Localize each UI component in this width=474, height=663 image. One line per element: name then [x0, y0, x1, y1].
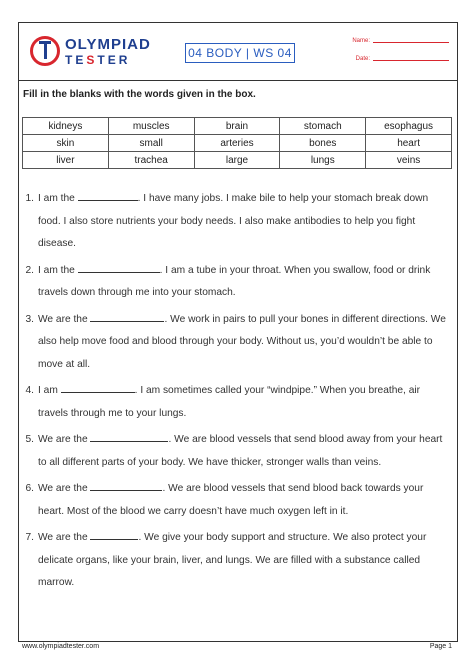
word-cell: skin — [23, 135, 109, 152]
word-box-table — [22, 117, 452, 169]
question-item — [20, 380, 450, 425]
worksheet-title: 04 BODY | WS 04 — [185, 43, 295, 63]
word-cell: heart — [366, 135, 452, 152]
question-text-after: . We work in pairs to pull your bones in different directions. We also help move food and blood through your body. Without us, you’d wouldn’t be able to move at all. — [38, 313, 446, 370]
question-item — [20, 478, 450, 523]
question-item — [20, 188, 450, 256]
question-item — [20, 309, 450, 377]
date-label: Date: — [355, 56, 370, 62]
word-box-row — [23, 135, 452, 152]
question-text-after: . We are blood vessels that send blood away from your heart to all different parts of your body. We have thicker, stronger walls than veins. — [38, 434, 443, 468]
word-cell: veins — [366, 152, 452, 169]
word-cell: lungs — [280, 152, 366, 169]
question-text-before: I am — [38, 385, 61, 396]
question-text-before: We are the — [38, 532, 91, 543]
question-list — [20, 188, 450, 599]
answer-blank[interactable] — [90, 312, 164, 322]
logo-text-tester: TESTER — [65, 53, 131, 67]
answer-blank[interactable] — [61, 383, 135, 393]
word-cell: large — [194, 152, 280, 169]
question-text-before: I am the — [38, 193, 78, 204]
date-field[interactable] — [324, 56, 454, 62]
name-field[interactable] — [324, 38, 454, 44]
logo-text-olympiad: OLYMPIAD — [65, 36, 151, 53]
word-cell: stomach — [280, 118, 366, 135]
question-text-after: . We are blood vessels that send blood back towards your heart. Most of the blood we carry doesn’t have much oxygen left in it. — [38, 483, 424, 517]
question-item — [20, 527, 450, 595]
word-cell: brain — [194, 118, 280, 135]
question-number: 1. — [25, 193, 34, 204]
word-cell: arteries — [194, 135, 280, 152]
question-text-after: . We give your body support and structure. We also protect your delicate organs, like your brain, liver, and lungs. We are filled with a substance called marrow. — [38, 532, 427, 588]
question-text-before: We are the — [38, 483, 91, 494]
question-text-before: I am the — [38, 264, 78, 276]
word-cell: bones — [280, 135, 366, 152]
answer-blank[interactable] — [90, 530, 138, 540]
instruction-text: Fill in the blanks with the words given in the box. — [23, 89, 256, 100]
question-text-after: . I am sometimes called your “windpipe.” When you breathe, air travels through me to your lungs. — [38, 385, 421, 419]
olympiad-tester-logo — [30, 34, 150, 72]
answer-blank[interactable] — [90, 432, 168, 442]
logo-t-icon — [39, 41, 51, 61]
question-number: 3. — [25, 313, 34, 325]
header-divider — [18, 80, 458, 81]
question-number: 7. — [25, 532, 34, 543]
question-number: 5. — [25, 434, 34, 445]
question-item — [20, 429, 450, 474]
word-cell: muscles — [108, 118, 194, 135]
answer-blank[interactable] — [78, 191, 138, 201]
date-line[interactable] — [373, 60, 449, 61]
question-text-after: . I am a tube in your throat. When you swallow, food or drink travels down through me into your stomach. — [38, 264, 431, 298]
word-box-row — [23, 152, 452, 169]
word-cell: small — [108, 135, 194, 152]
name-label: Name: — [352, 38, 370, 44]
question-item — [20, 260, 450, 305]
word-box-row — [23, 118, 452, 135]
word-cell: kidneys — [23, 118, 109, 135]
question-number: 4. — [25, 385, 34, 396]
word-cell: trachea — [108, 152, 194, 169]
question-text-before: We are the — [38, 434, 91, 445]
name-line[interactable] — [373, 42, 449, 43]
word-cell: liver — [23, 152, 109, 169]
question-text-before: We are the — [38, 313, 91, 325]
question-text-after: . I have many jobs. I make bile to help your stomach break down food. I also store nutrients your body needs. I also make antibodies to help you fight disease. — [38, 193, 429, 249]
footer-page-number: Page 1 — [429, 643, 452, 650]
question-number: 6. — [25, 483, 34, 494]
answer-blank[interactable] — [78, 263, 160, 273]
question-number: 2. — [25, 264, 34, 276]
answer-blank[interactable] — [90, 481, 162, 491]
word-cell: esophagus — [366, 118, 452, 135]
footer-url[interactable]: www.olympiadtester.com — [22, 643, 100, 650]
